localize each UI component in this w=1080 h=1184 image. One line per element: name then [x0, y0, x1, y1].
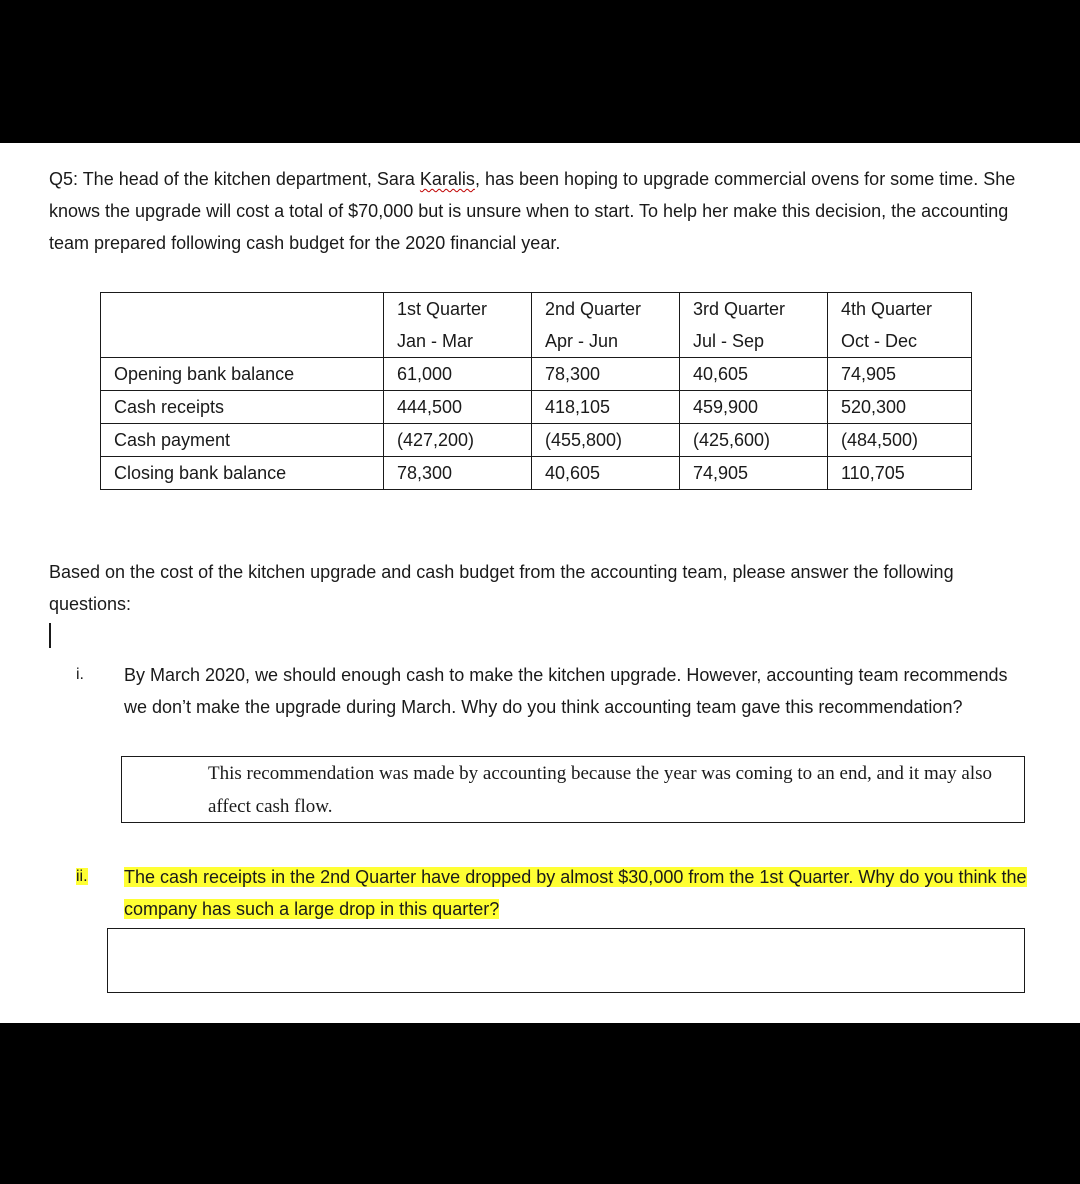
document-page	[0, 143, 1080, 1023]
row-label-cell: Opening bank balance	[101, 358, 384, 391]
row-label-cell: Cash payment	[101, 424, 384, 457]
table-row	[101, 391, 972, 424]
table-cell: 61,000	[384, 358, 532, 391]
misspelled-name[interactable]: Karalis	[419, 169, 475, 189]
answer-text: This recommendation was made by accounting because the year was coming to an end, and it may also affect cash flow.	[208, 763, 993, 817]
table-cell: 418,105	[532, 391, 680, 424]
table-header-row	[101, 293, 972, 326]
table-cell: 520,300	[828, 391, 972, 424]
table-cell: 78,300	[532, 358, 680, 391]
table-row	[101, 358, 972, 391]
table-cell: (427,200)	[384, 424, 532, 457]
question-number: i.	[76, 666, 84, 683]
question-number-2	[76, 861, 88, 893]
table-cell: 444,500	[384, 391, 532, 424]
table-cell: 3rd Quarter	[680, 293, 828, 326]
table-cell: 110,705	[828, 457, 972, 490]
table-header-row	[101, 325, 972, 358]
intro-suffix: , has been hoping to upgrade commercial ovens for some time. She knows the upgrade will cost a total of $70,000 but is unsure when to start. To help her make this decision, the accounting team prepared following cash budget for the 2020 financial year.	[49, 169, 1016, 253]
answer-box[interactable]	[121, 756, 1025, 823]
table-cell: Jul - Sep	[680, 325, 828, 358]
table-cell: (455,800)	[532, 424, 680, 457]
table-cell: 1st Quarter	[384, 293, 532, 326]
table-cell: 4th Quarter	[828, 293, 972, 326]
table-cell: 78,300	[384, 457, 532, 490]
answer-box-2[interactable]	[107, 928, 1025, 993]
highlighted-number: ii.	[76, 868, 88, 885]
table-row	[101, 424, 972, 457]
intro-prefix: Q5: The head of the kitchen department, Sara	[49, 169, 420, 189]
cash-budget-table	[100, 292, 972, 490]
row-label-cell	[101, 325, 384, 358]
row-label-cell: Closing bank balance	[101, 457, 384, 490]
table-cell: 2nd Quarter	[532, 293, 680, 326]
table-cell: (425,600)	[680, 424, 828, 457]
table-cell: 40,605	[532, 457, 680, 490]
table-cell: Apr - Jun	[532, 325, 680, 358]
table-cell: Oct - Dec	[828, 325, 972, 358]
table-row	[101, 457, 972, 490]
row-label-cell: Cash receipts	[101, 391, 384, 424]
table-cell: (484,500)	[828, 424, 972, 457]
question-5-intro	[49, 163, 1039, 259]
text-cursor	[49, 623, 51, 648]
table-cell: 459,900	[680, 391, 828, 424]
table-cell: 40,605	[680, 358, 828, 391]
row-label-cell	[101, 293, 384, 326]
question-text: By March 2020, we should enough cash to make the kitchen upgrade. However, accounting team recommends we don’t make the upgrade during March. Why do you think accounting team gave this recommendation?	[124, 665, 1008, 717]
table-cell: Jan - Mar	[384, 325, 532, 358]
question-text-2	[124, 861, 1034, 925]
instructions-text: Based on the cost of the kitchen upgrade and cash budget from the accounting team, please answer the following questions:	[49, 562, 954, 614]
highlighted-question: The cash receipts in the 2nd Quarter have dropped by almost $30,000 from the 1st Quarter. Why do you think the company has such a large drop in this quarter?	[124, 867, 1027, 919]
table-cell: 74,905	[828, 358, 972, 391]
table-cell: 74,905	[680, 457, 828, 490]
